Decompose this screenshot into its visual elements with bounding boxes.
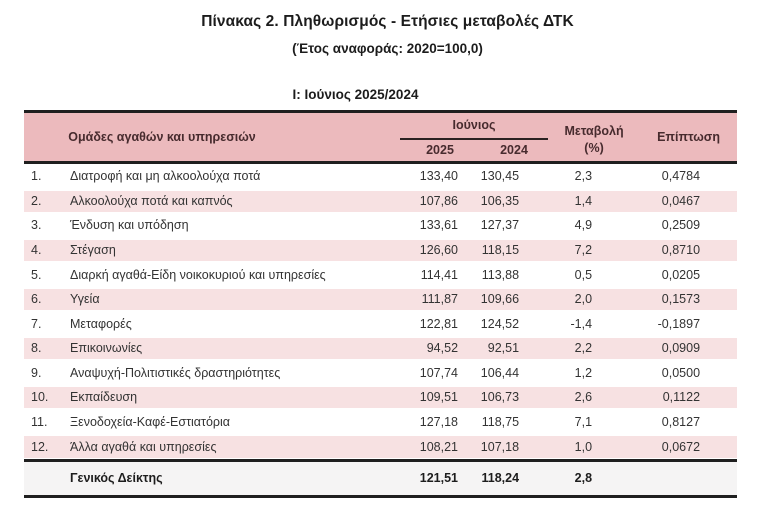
total-impact [640,460,737,496]
row-index-2024: 127,37 [480,218,520,233]
row-index-2024: 118,75 [481,415,520,430]
period-label: Ι: Ιούνιος 2025/2024 [292,87,419,102]
table-footer [24,460,737,496]
row-number: 1. [31,169,42,184]
total-row [24,460,737,496]
row-number: 9. [31,365,42,380]
total-index-2024: 118,24 [480,460,548,496]
header-impact: Επίπτωση [640,112,737,163]
row-index-2025: 126,60 [419,243,459,258]
row-impact: 0,0672 [661,439,701,454]
row-index-2024: 118,15 [481,243,520,258]
row-number: 2. [31,193,42,208]
row-category: Διαρκή αγαθά-Είδη νοικοκυριού και υπηρεσίες [70,267,326,282]
row-index-2024: 92,51 [487,341,520,356]
total-change-pct: 2,8 [548,460,640,496]
row-index-2024: 107,18 [480,439,520,454]
row-change-pct: 2,6 [574,390,593,405]
table-row [24,385,737,410]
table-row [24,410,737,435]
header-year-2024: 2024 [480,139,548,163]
row-index-2025: 127,18 [419,415,459,430]
row-index-2024: 106,35 [480,193,520,208]
row-change-pct: 2,2 [574,341,593,356]
table-row [24,262,737,287]
row-index-2024: 106,44 [480,365,520,380]
header-change-pct: (%) [548,139,640,163]
row-index-2024: 109,66 [480,292,520,307]
table-row [24,311,737,336]
row-change-pct: 7,1 [574,415,593,430]
row-category: Άλλα αγαθά και υπηρεσίες [70,439,217,454]
row-impact: 0,1573 [661,292,701,307]
header-year-2025: 2025 [400,139,480,163]
header-row-top [24,112,737,139]
table-header [24,112,737,163]
row-number: 10. [31,390,49,405]
page-title: Πίνακας 2. Πληθωρισμός - Ετήσιες μεταβολές ΔΤΚ [201,13,574,30]
inflation-table-wrapper [24,110,737,498]
row-index-2025: 133,61 [419,218,459,233]
row-index-2024: 124,52 [480,316,520,331]
row-category: Στέγαση [70,243,116,258]
row-impact: 0,2509 [661,218,701,233]
header-month: Ιούνιος [400,112,548,139]
row-impact: 0,0909 [661,341,701,356]
row-impact: -0,1897 [657,316,701,331]
row-impact: 0,1122 [662,390,701,405]
row-impact: 0,8710 [661,243,701,258]
row-index-2025: 122,81 [419,316,459,331]
row-category: Διατροφή και μη αλκοολούχα ποτά [70,169,261,184]
row-category: Υγεία [70,292,100,307]
row-change-pct: 2,3 [574,169,593,184]
row-index-2024: 113,88 [481,267,520,282]
row-category: Μεταφορές [70,316,132,331]
row-index-2024: 130,45 [480,169,520,184]
row-index-2025: 107,74 [419,365,459,380]
header-change: Μεταβολή [548,112,640,139]
reference-year-subtitle: (Έτος αναφοράς: 2020=100,0) [292,41,483,56]
total-index-2025: 121,51 [400,460,480,496]
inflation-table [24,110,737,498]
row-category: Επικοινωνίες [70,341,143,356]
row-category: Εκπαίδευση [70,390,138,405]
table-row [24,287,737,312]
table-row [24,361,737,386]
row-number: 11. [31,415,48,430]
row-change-pct: 1,4 [574,193,593,208]
row-index-2025: 109,51 [419,390,459,405]
row-index-2025: 94,52 [426,341,459,356]
row-impact: 0,4784 [661,169,701,184]
row-change-pct: -1,4 [570,316,593,331]
row-impact: 0,0500 [661,365,701,380]
table-row [24,434,737,460]
total-label: Γενικός Δείκτης [24,460,400,496]
row-number: 12. [31,439,49,454]
row-change-pct: 4,9 [574,218,593,233]
row-index-2025: 114,41 [420,267,459,282]
row-index-2025: 107,86 [419,193,459,208]
row-index-2025: 133,40 [419,169,459,184]
table-body [24,163,737,461]
row-category: Ένδυση και υπόδηση [70,218,189,233]
row-impact: 0,0205 [661,267,701,282]
row-change-pct: 7,2 [574,243,593,258]
row-change-pct: 1,0 [574,439,593,454]
row-category: Αλκοολούχα ποτά και καπνός [70,193,233,208]
header-groups: Ομάδες αγαθών και υπηρεσιών [24,112,400,163]
row-change-pct: 1,2 [574,365,593,380]
table-row [24,163,737,189]
table-row [24,213,737,238]
row-number: 5. [31,267,42,282]
table-row [24,189,737,214]
row-number: 3. [31,218,42,233]
row-impact: 0,8127 [661,415,701,430]
row-number: 6. [31,292,42,307]
row-category: Αναψυχή-Πολιτιστικές δραστηριότητες [70,365,281,380]
row-category: Ξενοδοχεία-Καφέ-Εστιατόρια [70,415,231,430]
row-change-pct: 0,5 [574,267,593,282]
row-index-2025: 111,87 [421,292,459,307]
row-index-2024: 106,73 [480,390,520,405]
row-index-2025: 108,21 [419,439,459,454]
table-row [24,238,737,263]
row-impact: 0,0467 [661,193,701,208]
row-number: 8. [31,341,42,356]
table-row [24,336,737,361]
row-number: 7. [31,316,42,331]
row-change-pct: 2,0 [574,292,593,307]
row-number: 4. [31,243,42,258]
